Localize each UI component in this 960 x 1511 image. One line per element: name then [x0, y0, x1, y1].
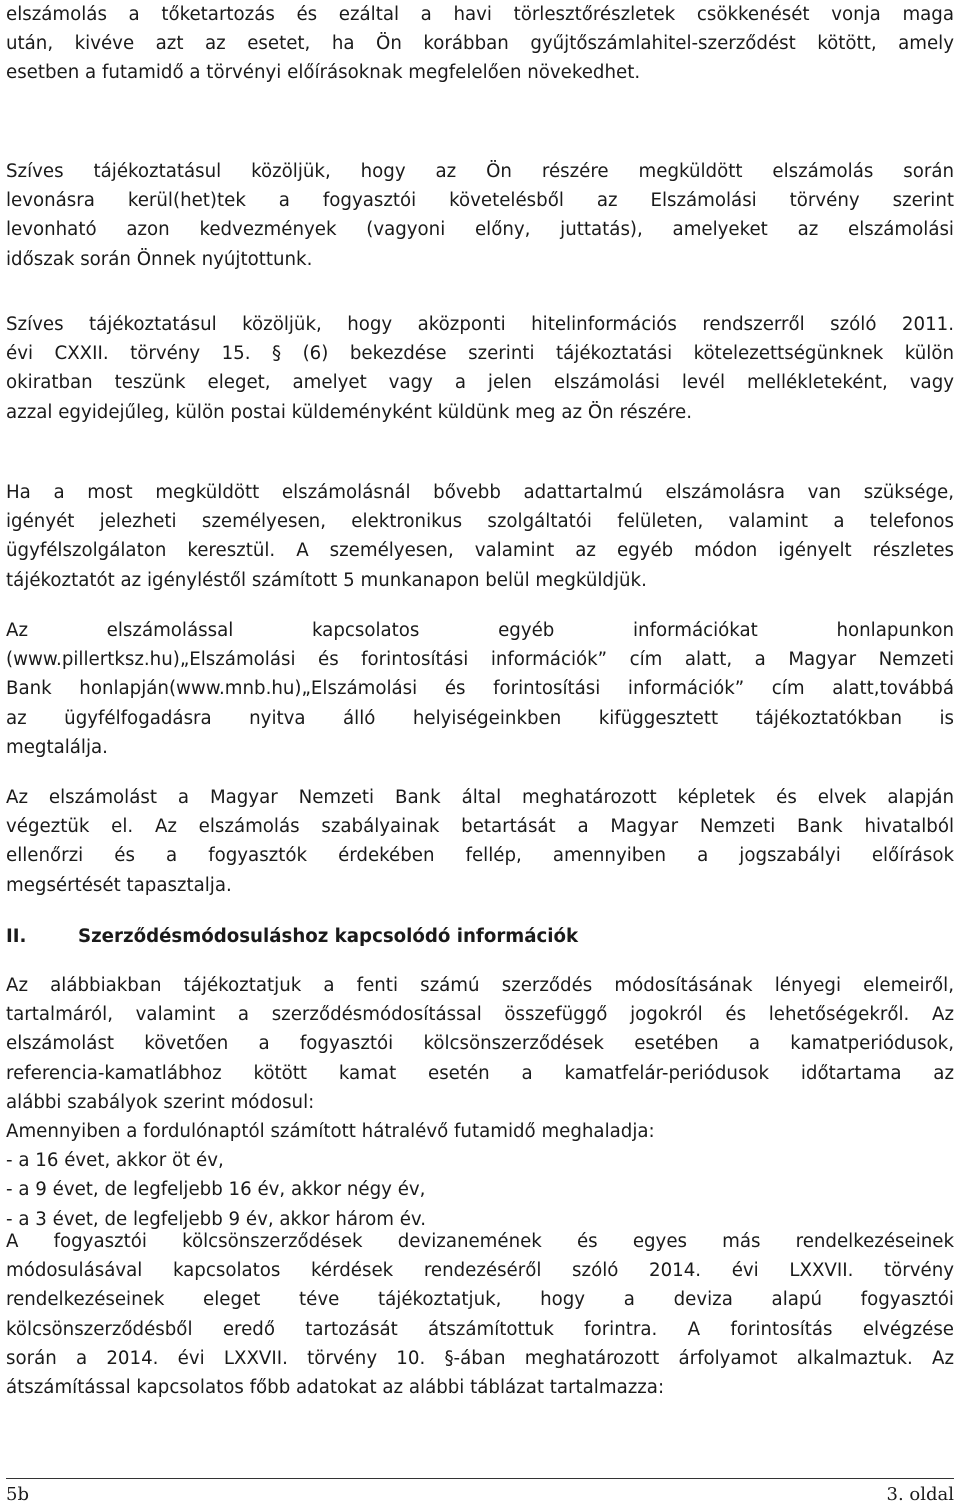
paragraph-more-information	[6, 616, 954, 762]
footer-document-code: 5b	[6, 1484, 29, 1505]
paragraph-forint-conversion	[6, 1227, 954, 1402]
text-line: az ügyfélfogadásra nyitva álló helyiségeinkben kifüggesztett tájékoztatókban is	[6, 707, 954, 729]
text-line: végeztük el. Az elszámolás szabályainak betartását a Magyar Nemzeti Bank hivatalból	[6, 816, 954, 838]
text-line: levonásra kerül(het)tek a fogyasztói követelésből az Elszámolási törvény szerint	[6, 190, 954, 212]
list-item: - a 3 évet, de legfeljebb 9 év, akkor három év.	[6, 1208, 427, 1230]
paragraph-contract-modification	[6, 971, 954, 1234]
text-line: Szíves tájékoztatásul közöljük, hogy az Ön részére megküldött elszámolás során	[6, 161, 954, 182]
text-line: levonható azon kedvezmények (vagyoni előny, juttatás), amelyeket az elszámolási	[6, 219, 954, 241]
section-title: Szerződésmódosuláshoz kapcsolódó információk	[78, 926, 579, 947]
text-line: megsértését tapasztalja.	[6, 874, 232, 896]
text-line: ellenőrzi és a fogyasztók érdekében fellép, amennyiben a jogszabályi előírások	[6, 845, 954, 867]
footer-divider	[6, 1478, 954, 1479]
text-line: Szíves tájékoztatásul közöljük, hogy aközponti hitelinformációs rendszerről szóló 2011.	[6, 314, 954, 335]
text-line: rendelkezéseinek eleget téve tájékoztatjuk, hogy a deviza alapú fogyasztói	[6, 1289, 954, 1311]
text-line: Az elszámolással kapcsolatos egyéb információkat honlapunkon	[6, 620, 954, 641]
text-line: referencia-kamatlábhoz kötött kamat esetén a kamatfelár-periódusok időtartama az	[6, 1062, 954, 1084]
text-line: Az alábbiakban tájékoztatjuk a fenti számú szerződés módosításának lényegi elemeiről,	[6, 975, 954, 996]
text-line: után, kivéve azt az esetet, ha Ön korábban gyűjtőszámlahitel-szerződést kötött, amely	[6, 33, 954, 55]
text-line: A fogyasztói kölcsönszerződések devizanemének és egyes más rendelkezéseinek	[6, 1231, 954, 1252]
text-line: azzal egyidejűleg, külön postai küldeményként küldünk meg az Ön részére.	[6, 401, 692, 423]
text-line: tájékoztatót az igényléstől számított 5 munkanapon belül megküldjük.	[6, 569, 647, 591]
text-line: okiratban teszünk eleget, amelyet vagy a jelen elszámolási levél mellékleteként, vagy	[6, 372, 954, 394]
text-line: Bank honlapján(www.mnb.hu)„Elszámolási és forintosítási információk” cím alatt,továbbá	[6, 678, 954, 700]
text-line: Az elszámolást a Magyar Nemzeti Bank által meghatározott képletek és elvek alapján	[6, 787, 954, 808]
paragraph-mnb-rules	[6, 783, 954, 900]
list-item: - a 16 évet, akkor öt év,	[6, 1150, 224, 1172]
text-line: esetben a futamidő a törvényi előírásoknak megfelelően növekedhet.	[6, 62, 641, 84]
paragraph-settlement-effect	[6, 0, 954, 88]
text-line: során a 2014. évi LXXVII. törvény 10. §-ában meghatározott árfolyamot alkalmaztuk. Az	[6, 1347, 954, 1369]
text-line: Amennyiben a fordulónaptól számított hátralévő futamidő meghaladja:	[6, 1121, 655, 1143]
text-line: kölcsönszerződésből eredő tartozását átszámítottuk forintra. A forintosítás elvégzése	[6, 1318, 954, 1340]
text-line: módosulásával kapcsolatos kérdések rendezéséről szóló 2014. évi LXXVII. törvény	[6, 1260, 954, 1282]
text-line: megtalálja.	[6, 736, 108, 758]
text-line: alábbi szabályok szerint módosul:	[6, 1091, 315, 1113]
footer-page-number: 3. oldal	[886, 1484, 954, 1505]
text-line: tartalmáról, valamint a szerződésmódosítással összefüggő jogokról és lehetőségekről. Az	[6, 1004, 954, 1026]
text-line: évi CXXII. törvény 15. § (6) bekezdése szerinti tájékoztatási kötelezettségünknek külön	[6, 343, 954, 365]
text-line: igényét jelezheti személyesen, elektronikus szolgáltatói felületen, valamint a telefonos	[6, 511, 954, 533]
section-number: II.	[6, 926, 27, 947]
text-line: átszámítással kapcsolatos főbb adatokat az alábbi táblázat tartalmazza:	[6, 1377, 665, 1399]
text-line: elszámolást követően a fogyasztói kölcsönszerződések esetében a kamatperiódusok,	[6, 1033, 954, 1055]
text-line: ügyfélszolgálaton keresztül. A személyesen, valamint az egyéb módon igényelt részletes	[6, 540, 954, 562]
paragraph-credit-information	[6, 310, 954, 427]
section-heading	[6, 922, 954, 951]
text-line: (www.pillertksz.hu)„Elszámolási és forintosítási információk” cím alatt, a Magyar Nemzeti	[6, 649, 954, 671]
paragraph-deductions	[6, 157, 954, 274]
paragraph-detailed-statement	[6, 478, 954, 595]
list-item: - a 9 évet, de legfeljebb 16 év, akkor négy év,	[6, 1179, 426, 1201]
text-line: elszámolás a tőketartozás és ezáltal a havi törlesztőrészletek csökkenését vonja maga	[6, 4, 954, 25]
text-line: Ha a most megküldött elszámolásnál bővebb adattartalmú elszámolásra van szüksége,	[6, 482, 954, 503]
text-line: időszak során Önnek nyújtottunk.	[6, 248, 313, 270]
